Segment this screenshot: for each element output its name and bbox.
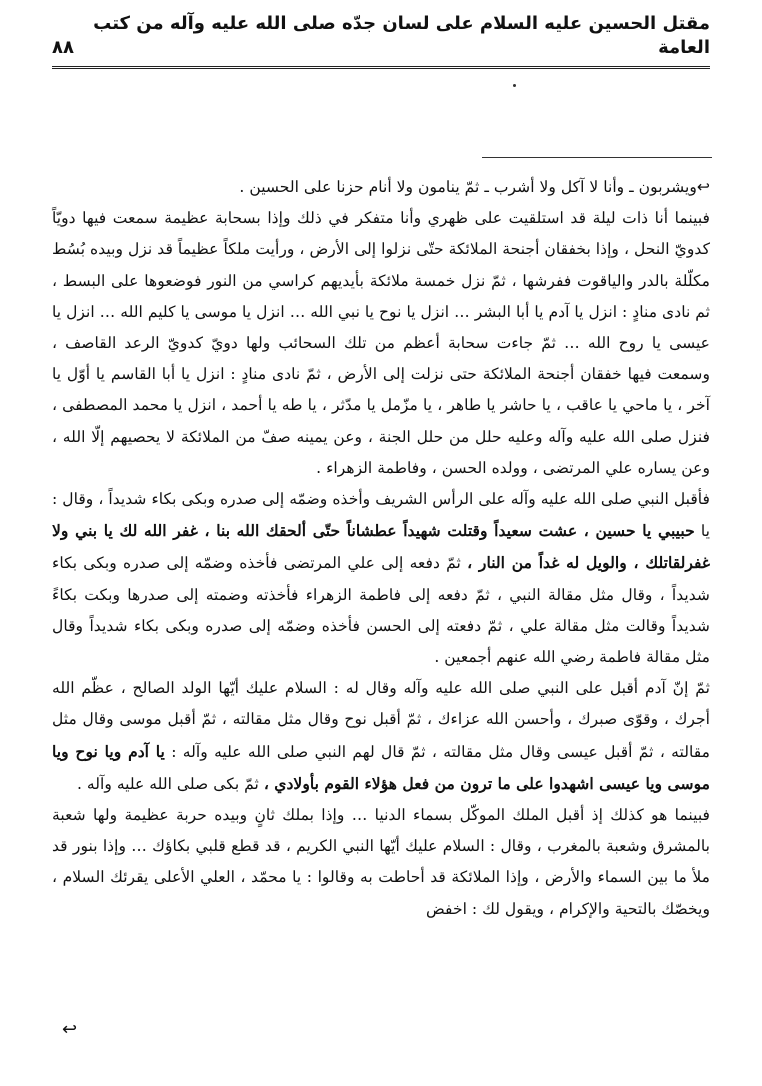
paragraph-vision: فبينما أنا ذات ليلة قد استلقيت على ظهري وأنا متفكر في ذلك وإذا بسحابة عظيمة سمعت فيها دويّاً كدويّ النحل ، وإذا بخفقان أجنحة الملائكة حتّى نزلوا إلى الأرض ، ورأيت ملكاً عظيماً قد نزل وبيده بُسُط مكلّلة بالدر والياقوت ففرشها ، ثمّ نزل خمسة ملائكة بأيديهم كراسي من النور فوضعوها على البسط ، ثم نادى منادٍ : انزل يا آدم يا أبا البشر … انزل يا نوح يا نبي الله … انزل يا موسى يا كليم الله … انزل يا عيسى يا روح الله … ثمّ جاءت سحابة أعظم من تلك السحائب ولها دويّ كدويّ الرعد القاصف ، وسمعت فيها خفقان أجنحة الملائكة حتى نزلت إلى الأرض ، ثمّ نادى منادٍ : انزل يا أبا القاسم يا أوّل يا آخر ، يا ماحي يا عاقب ، يا حاشر يا طاهر ، يا مزّمل يا مدّثر ، يا طه يا أحمد ، انزل يا محمد المصطفى ، فنزل صلى الله عليه وآله وعليه حلل من حلل الجنة ، وعن يمينه صفّ من الملائكة لا يحصيهم إلّا الله ، وعن يساره علي المرتضى ، وولده الحسن ، وفاطمة الزهراء . — [52, 209, 710, 477]
header-rule — [52, 66, 710, 69]
bold-quote: يا آدم ويا نوح ويا موسى ويا عيسى اشهدوا على ما ترون من فعل هؤلاء القوم بأولادي ، — [52, 741, 710, 793]
paragraph-continuation: ↩ويشربون ـ وأنا لا آكل ولا أشرب ـ ثمّ ينامون ولا أنام حزنا على الحسين . — [239, 178, 710, 196]
page-body — [52, 172, 710, 925]
bold-quote: حبيبي يا حسين ، عشت سعيداً وقتلت شهيداً عطشاناً حتّى ألحقك الله بنا ، غفر الله لك يا بني ولا غفرلقاتلك ، والويل له غداً من النار ، — [52, 521, 710, 573]
running-header — [52, 13, 710, 64]
paragraph-prophets-condolence: ثمّ إنّ آدم أقبل على النبي صلى الله عليه وآله وقال له : السلام عليك أيّها الولد الصالح ، عظّم الله أجرك ، وقوّى صبرك ، وأحسن الله عزاءك ، ثمّ أقبل نوح وقال مثل مقالته ، ثمّ أقبل موسى وقال مثل مقالته ، ثمّ أقبل عيسى وقال مثل مقالته ، ثمّ قال لهم النبي صلى الله عليه وآله : يا آدم ويا نوح ويا موسى ويا عيسى اشهدوا على ما ترون من فعل هؤلاء القوم بأولادي ، ثمّ بكى صلى الله عليه وآله . — [52, 679, 710, 793]
page-title: مقتل الحسين عليه السلام على لسان جدّه صلى الله عليه وآله من كتب العامة — [93, 13, 710, 58]
paragraph-prophet-lament: فأقبل النبي صلى الله عليه وآله على الرأس الشريف وأخذه وضمّه إلى صدره وبكى بكاء شديداً ، وقال : يا حبيبي يا حسين ، عشت سعيداً وقتلت شهيداً عطشاناً حتّى ألحقك الله بنا ، غفر الله لك يا بني ولا غفرلقاتلك ، والويل له غداً من النار ، ثمّ دفعه إلى علي المرتضى فأخذه وضمّه إلى صدره وبكى بكاء شديداً ، وقال مثل مقالة النبي ، ثمّ دفعه إلى فاطمة الزهراء فأخذته وضمته إلى صدرها وبكت بكاءً شديداً وقالت مثل مقالة علي ، ثمّ دفعته إلى الحسن فأخذه وضمّه إلى صدره وبكى بكاء شديداً وقال مثل مقالة فاطمة رضي الله عنهم أجمعين . — [52, 490, 710, 667]
footnote-separator-rule — [482, 157, 712, 158]
ink-dot — [513, 84, 516, 87]
page-number: ٨٨ — [52, 37, 74, 58]
paragraph-angels: فبينما هو كذلك إذ أقبل الملك الموكّل بسماء الدنيا … وإذا بملك ثانٍ وبيده حربة عظيمة ولها شعبة بالمشرق وشعبة بالمغرب ، وقال : السلام عليك أيّها النبي الكريم ، قد قطع قلبي بكاؤك … وإذا بنور قد ملأ ما بين السماء والأرض ، وإذا الملائكة قد أحاطت به وقالوا : يا محمّد ، العلي الأعلى يقرئك السلام ، ويخصّك بالتحية والإكرام ، ويقول لك : اخفض — [52, 806, 710, 918]
continuation-start-mark: ↩ — [696, 178, 710, 196]
page-continue-mark: ↩ — [62, 1019, 78, 1040]
